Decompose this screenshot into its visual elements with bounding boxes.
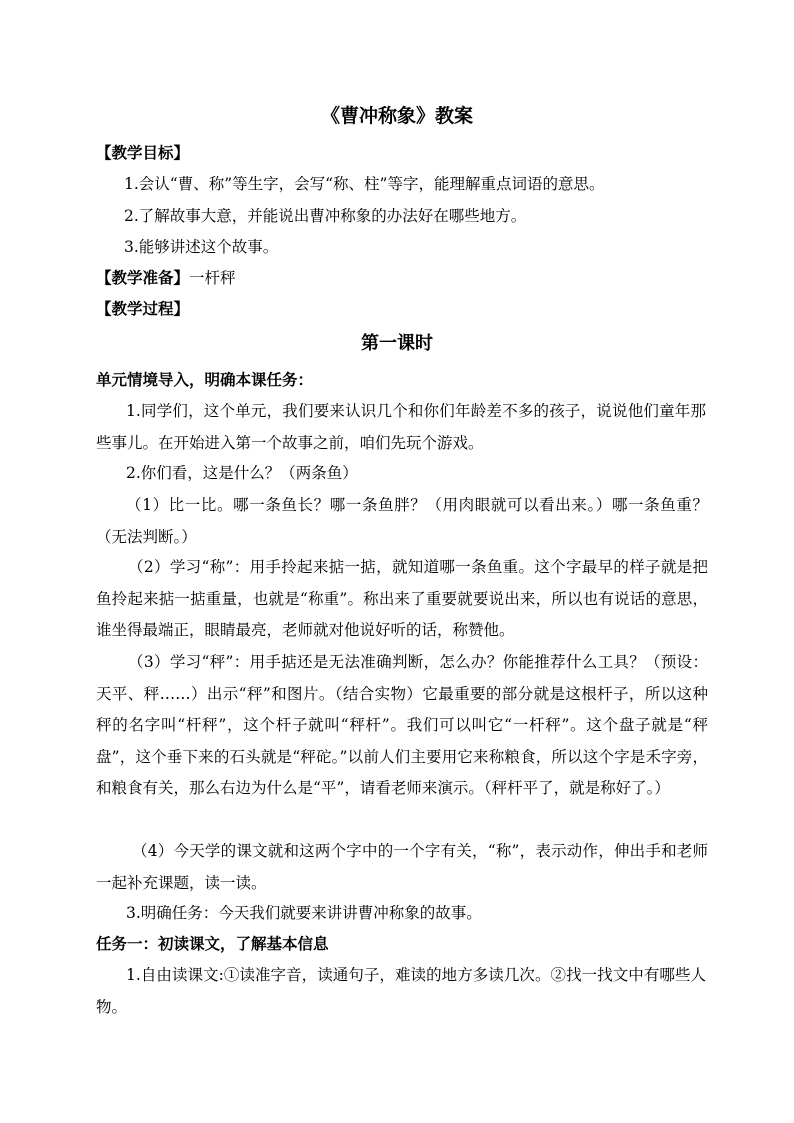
paragraph: （3）学习“秤”：用手掂还是无法准确判断，怎么办？你能推荐什么工具？（预设：天平、秤……）出示“秤”和图片。（结合实物）它最重要的部分就是这根杆子，所以这种秤的名字叫“杆秤”，这个杆子就叫“秤杆”。我们可以叫它“一杆秤”。这个盘子就是“秤盘”，这个垂下来的石头就是“秤砣。”以前人们主要用它来称粮食，所以这个字是禾字旁，和粮食有关，那么右边为什么是“平”，请看老师来演示。（秤杆平了，就是称好了。） — [96, 653, 708, 797]
intro-heading: 单元情境导入，明确本课任务： — [96, 370, 314, 389]
goal-item: 1.会认“曹、称”等生字，会写“称、柱”等字，能理解重点词语的意思。 — [124, 175, 605, 193]
paragraph: （1）比一比。哪一条鱼长？哪一条鱼胖？（用肉眼就可以看出来。）哪一条鱼重？（无法判断。） — [96, 496, 708, 546]
goal-item: 3.能够讲述这个故事。 — [124, 238, 279, 256]
process-heading: 【教学过程】 — [96, 299, 190, 318]
task1-heading: 任务一：初读课文，了解基本信息 — [96, 934, 329, 953]
paragraph: 2.你们看，这是什么？（两条鱼） — [126, 464, 358, 482]
paragraph: 3.明确任务：今天我们就要来讲讲曹冲称象的故事。 — [126, 904, 482, 922]
goal-item: 2.了解故事大意，并能说出曹冲称象的办法好在哪些地方。 — [124, 207, 527, 225]
paragraph: （4）今天学的课文就和这两个字中的一个字有关，“称”，表示动作，伸出手和老师一起补充课题，读一读。 — [96, 842, 708, 892]
prep-line — [96, 262, 704, 294]
prep-text: 一杆秤 — [189, 269, 236, 287]
paragraph: 1.自由读课文:①读准字音，读通句子，难读的地方多读几次。②找一找文中有哪些人物。 — [96, 966, 706, 1016]
goals-heading: 【教学目标】 — [96, 143, 190, 162]
paragraph: （2）学习“称”：用手拎起来掂一掂，就知道哪一条鱼重。这个字最早的样子就是把鱼拎起来掂一掂重量，也就是“称重”。称出来了重要就要说出来，所以也有说话的意思，谁坐得最端正，眼睛最亮，老师就对他说好听的话，称赞他。 — [96, 558, 708, 639]
document-title: 《曹冲称象》教案 — [320, 105, 473, 127]
lesson-title: 第一课时 — [361, 333, 433, 354]
prep-heading: 【教学准备】 — [96, 268, 190, 287]
paragraph: 1.同学们，这个单元，我们要来认识几个和你们年龄差不多的孩子，说说他们童年那些事儿。在开始进入第一个故事之前，咱们先玩个游戏。 — [96, 402, 706, 452]
